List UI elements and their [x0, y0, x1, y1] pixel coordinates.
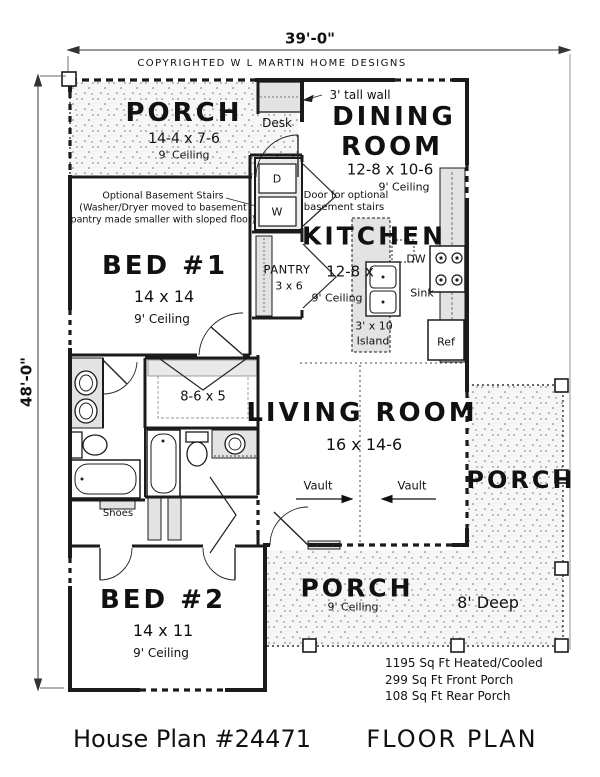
door-note-line1: Door for optional [303, 190, 389, 201]
sink-label: Sink [410, 286, 434, 300]
desk-label: Desk [262, 116, 292, 130]
kitchen-ceiling: 9' Ceiling [311, 291, 363, 305]
rear-porch-title: PORCH [125, 98, 243, 128]
living-size: 16 x 14-6 [325, 435, 403, 454]
copyright-text: COPYRIGHTED W L MARTIN HOME DESIGNS [137, 58, 407, 69]
bed1-title: BED #1 [101, 251, 229, 281]
bed2-size: 14 x 11 [132, 621, 194, 640]
stat-rear-porch-area: 108 Sq Ft Rear Porch [385, 689, 511, 703]
island-label-line2: Island [356, 334, 390, 348]
vault-label-right: Vault [397, 478, 427, 493]
dining-ceiling: 9' Ceiling [378, 180, 430, 194]
plan-number-title: House Plan #24471 [73, 725, 311, 753]
dining-title-2: ROOM [340, 132, 444, 162]
pantry-size: 3 x 6 [275, 279, 303, 293]
rear-porch-ceiling: 9' Ceiling [158, 148, 210, 162]
floor-plan-title: FLOOR PLAN [366, 725, 538, 753]
basement-note-line2: (Washer/Dryer moved to basement [79, 202, 247, 214]
height-dimension: 48'-0" [17, 357, 36, 407]
bed1-ceiling: 9' Ceiling [134, 312, 190, 326]
bed2-title: BED #2 [99, 585, 227, 615]
basement-note-line3: pantry made smaller with sloped floor) [70, 214, 256, 226]
dryer-label: D [272, 172, 282, 186]
front-porch-title: PORCH [300, 573, 414, 603]
width-dimension: 39'-0" [285, 29, 335, 48]
shoes-label: Shoes [102, 508, 134, 519]
washer-label: W [271, 205, 283, 219]
basement-note-line1: Optional Basement Stairs [102, 190, 224, 202]
closet-size: 8-6 x 5 [180, 389, 226, 405]
bed1-size: 14 x 14 [133, 287, 195, 306]
rear-porch-size: 14-4 x 7-6 [148, 131, 220, 147]
stat-front-porch-area: 299 Sq Ft Front Porch [385, 673, 514, 687]
vault-arrows [296, 496, 436, 503]
door-note-line2: basement stairs [303, 202, 385, 213]
fridge-label: Ref [437, 335, 455, 349]
kitchen-size: 12-8 x [326, 262, 374, 281]
dining-size: 12-8 x 10-6 [346, 160, 434, 179]
island-label-line1: 3' x 10 [355, 319, 393, 333]
tall-wall-note: 3' tall wall [329, 88, 391, 102]
dining-title-1: DINING [332, 102, 456, 132]
side-porch-title: PORCH [466, 466, 576, 494]
bed2-ceiling: 9' Ceiling [133, 646, 189, 660]
dishwasher-label: DW [406, 252, 426, 266]
stat-heated-area: 1195 Sq Ft Heated/Cooled [385, 656, 543, 670]
front-porch-depth: 8' Deep [457, 593, 519, 612]
kitchen-title: KITCHEN [302, 221, 446, 251]
living-title: LIVING ROOM [246, 398, 478, 428]
vault-label-left: Vault [303, 478, 333, 493]
front-porch-ceiling: 9' Ceiling [327, 600, 379, 614]
pantry-title: PANTRY [263, 262, 311, 277]
